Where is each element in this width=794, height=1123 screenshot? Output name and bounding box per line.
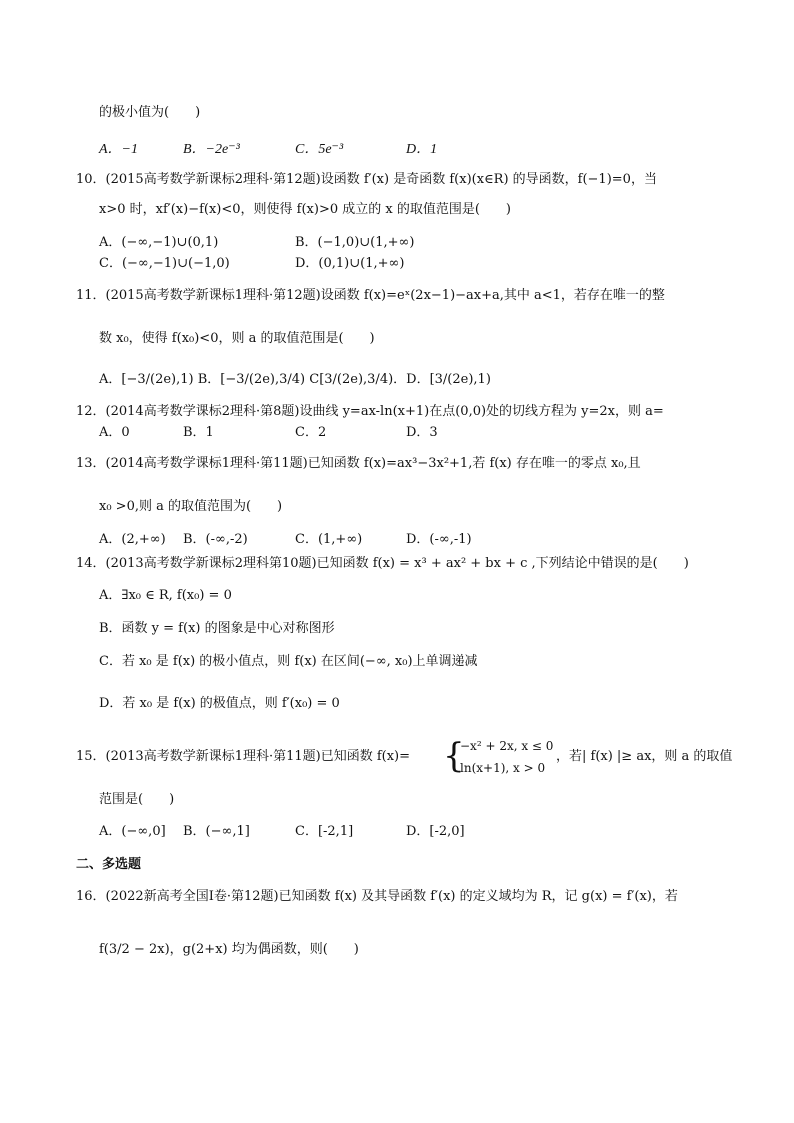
q13-option-a: A．(2,+∞) bbox=[99, 532, 166, 547]
q9-option-d: D．1 bbox=[406, 142, 438, 157]
q14-line1: 14．(2013高考数学新课标2理科第10题)已知函数 f(x) = x³ + ax² + bx + c ,下列结论中错误的是( ) bbox=[76, 556, 689, 571]
q10-line1: 10．(2015高考数学新课标2理科·第12题)设函数 f′(x) 是奇函数 f(x)(x∈R) 的导函数，f(−1)=0，当 bbox=[76, 172, 657, 187]
q13-option-c: C．(1,+∞) bbox=[295, 532, 363, 547]
q14-option-d: D．若 x₀ 是 f(x) 的极值点，则 f′(x₀) = 0 bbox=[99, 696, 340, 711]
q16-line2: f(3/2 − 2x)，g(2+x) 均为偶函数，则( ) bbox=[99, 942, 359, 957]
q10-option-d: D．(0,1)∪(1,+∞) bbox=[295, 256, 405, 271]
q10-line2: x>0 时，xf′(x)−f(x)<0，则使得 f(x)>0 成立的 x 的取值范围是( ) bbox=[99, 202, 511, 217]
q15-option-d: D．[-2,0] bbox=[406, 824, 465, 839]
q14-option-c: C．若 x₀ 是 f(x) 的极小值点，则 f(x) 在区间(−∞, x₀)上单调递减 bbox=[99, 654, 478, 669]
q12-line1: 12．(2014高考数学课标2理科·第8题)设曲线 y=ax-ln(x+1)在点(0,0)处的切线方程为 y=2x，则 a= bbox=[76, 404, 664, 419]
q12-option-d: D．3 bbox=[406, 425, 438, 440]
q11-line1: 11．(2015高考数学新课标1理科·第12题)设函数 f(x)=eˣ(2x−1)−ax+a,其中 a<1，若存在唯一的整 bbox=[76, 288, 665, 303]
q11-options: A．[−3/(2e),1) B．[−3/(2e),3/4) C[3/(2e),3/4)．D．[3/(2e),1) bbox=[99, 372, 491, 387]
q9-option-a: A．−1 bbox=[99, 142, 138, 157]
q15-case1: −x² + 2x, x ≤ 0 bbox=[460, 739, 554, 753]
q10-option-b: B．(−1,0)∪(1,+∞) bbox=[295, 235, 415, 250]
q13-line1: 13．(2014高考数学课标1理科·第11题)已知函数 f(x)=ax³−3x²+1,若 f(x) 存在唯一的零点 x₀,且 bbox=[76, 456, 641, 471]
q12-option-b: B．1 bbox=[183, 425, 214, 440]
q13-option-b: B．(-∞,-2) bbox=[183, 532, 248, 547]
q10-option-a: A．(−∞,−1)∪(0,1) bbox=[99, 235, 219, 250]
q11-line2: 数 x₀，使得 f(x₀)<0，则 a 的取值范围是( ) bbox=[99, 331, 375, 346]
q9-option-c: C．5e⁻³ bbox=[295, 142, 344, 157]
q9-tail: 的极小值为( ) bbox=[99, 105, 201, 120]
q15-brace: { bbox=[443, 736, 465, 776]
q10-option-c: C．(−∞,−1)∪(−1,0) bbox=[99, 256, 230, 271]
q15-option-a: A．(−∞,0] bbox=[99, 824, 166, 839]
q15-prefix: 15．(2013高考数学新课标1理科·第11题)已知函数 f(x)= bbox=[76, 749, 411, 764]
q14-option-b: B．函数 y = f(x) 的图象是中心对称图形 bbox=[99, 621, 335, 636]
q13-option-d: D．(-∞,-1) bbox=[406, 532, 472, 547]
q15-case2: ln(x+1), x > 0 bbox=[460, 761, 546, 775]
q12-option-a: A．0 bbox=[99, 425, 130, 440]
q15-line2: 范围是( ) bbox=[99, 792, 175, 807]
q15-option-b: B．(−∞,1] bbox=[183, 824, 250, 839]
q15-suffix: ，若| f(x) |≥ ax，则 a 的取值 bbox=[556, 749, 733, 764]
q16-line1: 16．(2022新高考全国I卷·第12题)已知函数 f(x) 及其导函数 f′(x) 的定义域均为 R，记 g(x) = f′(x)，若 bbox=[76, 889, 678, 904]
q13-line2: x₀ >0,则 a 的取值范围为( ) bbox=[99, 499, 283, 514]
q15-option-c: C．[-2,1] bbox=[295, 824, 354, 839]
q14-option-a: A．∃x₀ ∈ R, f(x₀) = 0 bbox=[99, 588, 232, 603]
q9-option-b: B．−2e⁻³ bbox=[183, 142, 240, 157]
section-multiple-choice: 二、多选题 bbox=[76, 857, 142, 872]
q12-option-c: C．2 bbox=[295, 425, 327, 440]
